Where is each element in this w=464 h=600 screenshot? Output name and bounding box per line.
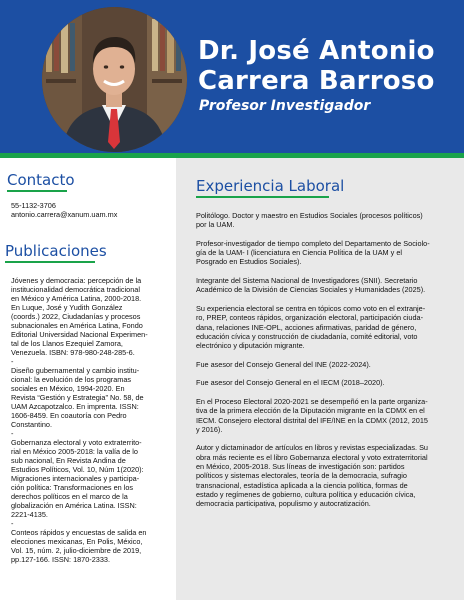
experience-paragraph: Integrante del Sistema Nacional de Investigadores (SNII). Secretario Académico de la División de Ciencias Sociales y Humanidades (2025). [196, 276, 426, 295]
job-title: Profesor Investigador [199, 98, 371, 114]
contact-email: antonio.carrera@xanum.uam.mx [11, 210, 118, 219]
profile-photo [42, 7, 187, 152]
experience-paragraph: Su experiencia electoral se centra en tópicos como voto en el extranje- ro, PREP, conteos rápidos, organización electoral, participación ciuda- dana, relaciones INE-OPL, acciones afirmativas, paridad de género, educación cívica y construcción de ciudadanía, comité editorial, voto electrónico y diputación migrante. [196, 303, 426, 351]
experience-paragraph: Fue asesor del Consejo General del INE (2022-2024). [196, 359, 371, 369]
publication-item: Conteos rápidos y encuestas de salida en elecciones mexicanas, En Polis, México, Vol. 15, núm. 2, julio-diciembre de 2019, pp.127-166. ISSN: 1870-2333. [11, 528, 147, 564]
name-line-2: Carrera Barroso [198, 66, 435, 96]
experience-paragraph: Profesor-investigador de tiempo completo del Departamento de Sociolo- gía de la UAM- I (licenciatura en Ciencia Política de la UAM y el Posgrado en Estudios Sociales). [196, 238, 430, 267]
experience-paragraph: Autor y dictaminador de artículos en libros y revistas especializadas. Su obra más reciente es el libro Gobernanza electoral y voto extraterritorial en México, 2005-2018. Sus líneas de investigación son: partidos políticos y sistemas electorales, teoría de la democracia, sufragio transnacional, estadística aplicada a la ciencia política, formas de estado y regímenes de gobierno, cultura política y educación cívica, democracia participativa, populismo y autocratización. [196, 443, 428, 509]
publications-underline [5, 261, 95, 263]
experience-paragraph: Fue asesor del Consejo General en el IECM (2018–2020). [196, 378, 385, 388]
publication-item: Jóvenes y democracia: percepción de la institucionalidad democrática tradicional en México y América Latina, 2000-2018. En Luque, José y Yudith González (coords.) 2022, Ciudadanías y procesos subnacionales en América Latina, Fondo Editorial Universidad Nacional Experimen- tal de los Llanos Ezequiel Zamora, Venezuela. ISBN: 978-980-248-285-6. [11, 276, 148, 357]
publications-heading: Publicaciones [5, 242, 107, 260]
experience-paragraph: Politólogo. Doctor y maestro en Estudios Sociales (procesos políticos) por la UAM. [196, 211, 423, 230]
publication-item: Diseño gubernamental y cambio institu- cional: la evolución de los programas sociales en México, 1994-2020. En Revista “Gestión y Estrategia” No. 58, de UAM Azcapotzalco. En imprenta. ISSN: 1606-8459. En coautoría con Pedro Constantino. [11, 366, 144, 429]
experience-heading: Experiencia Laboral [196, 177, 345, 195]
experience-underline [196, 196, 329, 198]
experience-list [196, 211, 446, 518]
contact-underline [7, 190, 67, 192]
publications-list [11, 276, 166, 564]
publication-separator: - [11, 429, 14, 438]
experience-paragraph: En el Proceso Electoral 2020-2021 se desempeñó en la parte organiza- tiva de la primera elección de la Diputación migrante en la CDMX en el IECM. Consejero electoral distrital del IFE/INE en la CDMX (2012, 2015 y 2016). [196, 396, 428, 434]
contact-phone: 55-1132-3706 [11, 201, 56, 210]
publication-item: Gobernanza electoral y voto extraterrito- rial en México 2005-2018: la valía de lo sub nacional, En Revista Andina de Estudios Políticos, Vol. 10, Núm 1(2020): Migraciones internacionales y participa- ción política: Transformaciones en los derechos políticos en el marco de la globalización en América Latina. ISSN: 2221-4135. [11, 438, 144, 519]
publication-separator: - [11, 357, 14, 366]
contact-heading: Contacto [7, 171, 75, 189]
publication-separator: - [11, 519, 14, 528]
name-line-1: Dr. José Antonio [198, 36, 435, 66]
